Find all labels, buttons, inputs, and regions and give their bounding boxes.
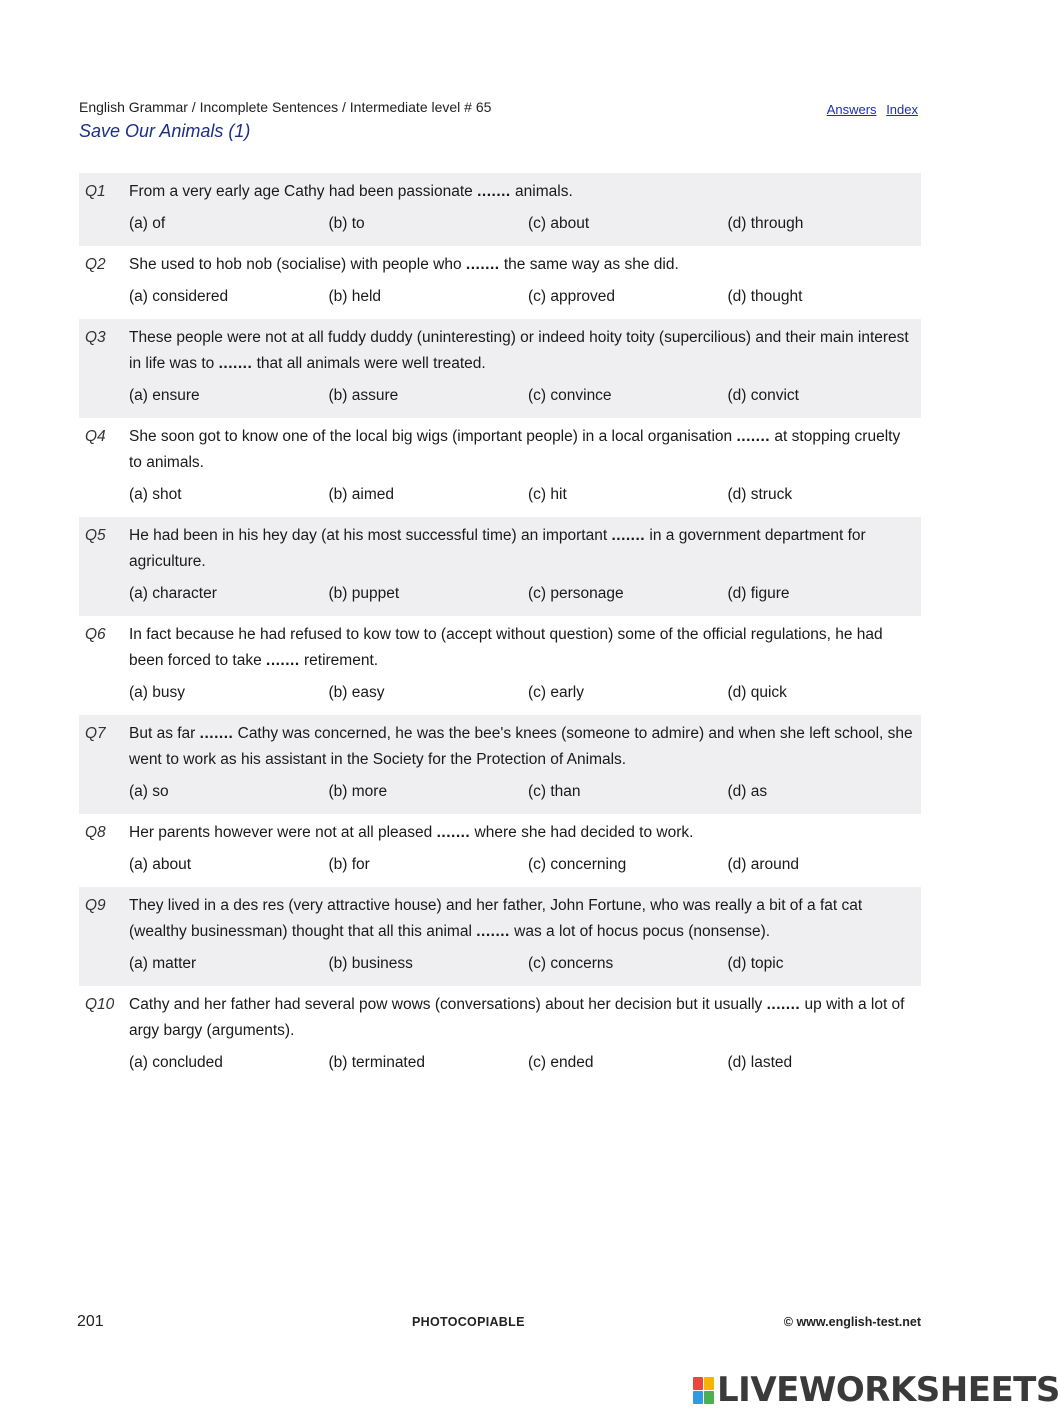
answer-options	[129, 211, 913, 237]
answer-option-a[interactable]: (a) so	[129, 783, 169, 800]
question-number: Q6	[85, 626, 106, 643]
question-text	[129, 523, 913, 575]
breadcrumb: English Grammar / Incomplete Sentences / Intermediate level # 65	[79, 99, 492, 115]
answer-option-b[interactable]: (b) assure	[328, 387, 399, 404]
answer-option-d[interactable]: (d) convict	[727, 387, 799, 404]
answer-option-c[interactable]: (c) than	[528, 783, 581, 800]
question-item	[79, 986, 921, 1085]
question-text	[129, 721, 913, 773]
liveworksheets-icon	[693, 1376, 715, 1404]
top-links	[821, 102, 918, 117]
answer-option-c[interactable]: (c) personage	[528, 585, 624, 602]
blank-marker: .......	[476, 923, 510, 940]
answer-options	[129, 951, 913, 977]
answer-option-c[interactable]: (c) convince	[528, 387, 612, 404]
answer-option-d[interactable]: (d) through	[727, 215, 804, 232]
answer-option-b[interactable]: (b) business	[328, 955, 413, 972]
blank-marker: .......	[436, 824, 471, 841]
copyright-label: © www.english-test.net	[783, 1315, 921, 1329]
answer-option-b[interactable]: (b) held	[328, 288, 382, 305]
answer-option-c[interactable]: (c) concerning	[528, 856, 627, 873]
blank-marker: .......	[766, 996, 801, 1013]
answer-option-c[interactable]: (c) concerns	[528, 955, 614, 972]
answer-option-d[interactable]: (d) quick	[727, 684, 787, 701]
question-text-before: From a very early age Cathy had been passionate	[129, 183, 478, 200]
question-text-after: retirement.	[299, 652, 379, 669]
question-text	[129, 325, 913, 377]
answer-option-d[interactable]: (d) figure	[727, 585, 790, 602]
answer-option-d[interactable]: (d) struck	[727, 486, 793, 503]
question-text-before: He had been in his hey day (at his most successful time) an important	[129, 527, 612, 544]
answer-option-d[interactable]: (d) around	[727, 856, 800, 873]
question-item	[79, 246, 921, 319]
page-number: 201	[77, 1313, 104, 1330]
question-item	[79, 887, 921, 986]
question-text-after: Cathy was concerned, he was the bee's knees (someone to admire) and when she left school, she went to work as his assistant in the Society for the Protection of Animals.	[129, 725, 913, 768]
liveworksheets-logo-text: LIVEWORKSHEETS	[717, 1370, 1060, 1410]
question-text	[129, 424, 913, 476]
answer-options	[129, 779, 913, 805]
blank-marker: .......	[199, 725, 234, 742]
question-number: Q8	[85, 824, 106, 841]
answer-options	[129, 482, 913, 508]
answer-option-a[interactable]: (a) concluded	[129, 1054, 223, 1071]
question-text-before: She soon got to know one of the local big wigs (important people) in a local organisation	[129, 428, 737, 445]
answer-options	[129, 852, 913, 878]
blank-marker: .......	[465, 256, 500, 273]
question-item	[79, 319, 921, 418]
answer-options	[129, 581, 913, 607]
question-number: Q9	[85, 897, 106, 914]
question-list	[79, 173, 921, 1085]
logo-block-blue	[693, 1391, 703, 1404]
question-text-after: where she had decided to work.	[470, 824, 694, 841]
question-text	[129, 622, 913, 674]
question-text-before: But as far	[129, 725, 200, 742]
question-text-after: at stopping cruelty to animals.	[129, 428, 901, 471]
question-number: Q10	[85, 996, 115, 1013]
question-item	[79, 173, 921, 246]
question-item	[79, 814, 921, 887]
answer-option-b[interactable]: (b) terminated	[328, 1054, 425, 1071]
question-number: Q3	[85, 329, 106, 346]
question-number: Q5	[85, 527, 106, 544]
answers-link[interactable]: Answers	[826, 102, 877, 117]
blank-marker: .......	[611, 527, 646, 544]
answer-option-d[interactable]: (d) lasted	[727, 1054, 793, 1071]
question-text-after: was a lot of hocus pocus (nonsense).	[509, 923, 771, 940]
answer-option-a[interactable]: (a) character	[129, 585, 217, 602]
question-text-after: animals.	[510, 183, 573, 200]
question-number: Q4	[85, 428, 106, 445]
answer-option-a[interactable]: (a) shot	[129, 486, 182, 503]
question-item	[79, 517, 921, 616]
answer-option-b[interactable]: (b) easy	[328, 684, 385, 701]
question-number: Q2	[85, 256, 106, 273]
answer-option-d[interactable]: (d) thought	[727, 288, 803, 305]
answer-option-a[interactable]: (a) ensure	[129, 387, 200, 404]
photocopiable-label: PHOTOCOPIABLE	[412, 1315, 525, 1329]
answer-option-b[interactable]: (b) puppet	[328, 585, 400, 602]
blank-marker: .......	[218, 355, 253, 372]
blank-marker: .......	[736, 428, 771, 445]
question-text-after: in a government department for agriculture.	[129, 527, 866, 570]
question-number: Q1	[85, 183, 106, 200]
page-title: Save Our Animals (1)	[79, 121, 251, 141]
logo-block-yellow	[704, 1377, 714, 1390]
answer-option-c[interactable]: (c) approved	[528, 288, 616, 305]
question-number: Q7	[85, 725, 106, 742]
answer-option-a[interactable]: (a) of	[129, 215, 166, 232]
question-text	[129, 820, 913, 846]
question-text-before: Cathy and her father had several pow wows (conversations) about her decision but it usually	[129, 996, 767, 1013]
answer-options	[129, 1050, 913, 1076]
answer-option-b[interactable]: (b) for	[328, 856, 370, 873]
blank-marker: .......	[477, 183, 511, 200]
question-item	[79, 418, 921, 517]
logo-block-red	[693, 1377, 703, 1390]
answer-options	[129, 284, 913, 310]
answer-option-b[interactable]: (b) to	[328, 215, 365, 232]
question-text	[129, 179, 913, 205]
answer-options	[129, 383, 913, 409]
liveworksheets-logo	[693, 1370, 1060, 1410]
question-item	[79, 616, 921, 715]
question-text	[129, 893, 913, 945]
answer-option-a[interactable]: (a) considered	[129, 288, 229, 305]
answer-option-d[interactable]: (d) as	[727, 783, 768, 800]
question-text-before: They lived in a des res (very attractive house) and her father, John Fortune, who was really a bit of a fat cat (wealthy businessman) thought that all this animal	[129, 897, 863, 940]
answer-option-d[interactable]: (d) topic	[727, 955, 784, 972]
answer-option-a[interactable]: (a) matter	[129, 955, 197, 972]
answer-option-c[interactable]: (c) hit	[528, 486, 567, 503]
question-text-after: up with a lot of argy bargy (arguments).	[129, 996, 905, 1039]
question-text-before: She used to hob nob (socialise) with people who	[129, 256, 466, 273]
question-text-before: Her parents however were not at all pleased	[129, 824, 437, 841]
blank-marker: .......	[266, 652, 300, 669]
answer-option-b[interactable]: (b) aimed	[328, 486, 394, 503]
answer-option-a[interactable]: (a) busy	[129, 684, 185, 701]
question-text-before: These people were not at all fuddy duddy (uninteresting) or indeed hoity toity (supercilious) and their main interest in life was to	[129, 329, 909, 372]
answer-options	[129, 680, 913, 706]
question-text-after: that all animals were well treated.	[252, 355, 486, 372]
index-link[interactable]: Index	[886, 102, 918, 117]
question-text	[129, 252, 913, 278]
answer-option-c[interactable]: (c) ended	[528, 1054, 594, 1071]
answer-option-c[interactable]: (c) early	[528, 684, 584, 701]
question-text-before: In fact because he had refused to kow tow to (accept without question) some of the official regulations, he had been forced to take	[129, 626, 883, 669]
logo-block-green	[704, 1391, 714, 1404]
question-text	[129, 992, 913, 1044]
question-item	[79, 715, 921, 814]
question-text-after: the same way as she did.	[499, 256, 679, 273]
answer-option-b[interactable]: (b) more	[328, 783, 388, 800]
answer-option-c[interactable]: (c) about	[528, 215, 590, 232]
answer-option-a[interactable]: (a) about	[129, 856, 192, 873]
